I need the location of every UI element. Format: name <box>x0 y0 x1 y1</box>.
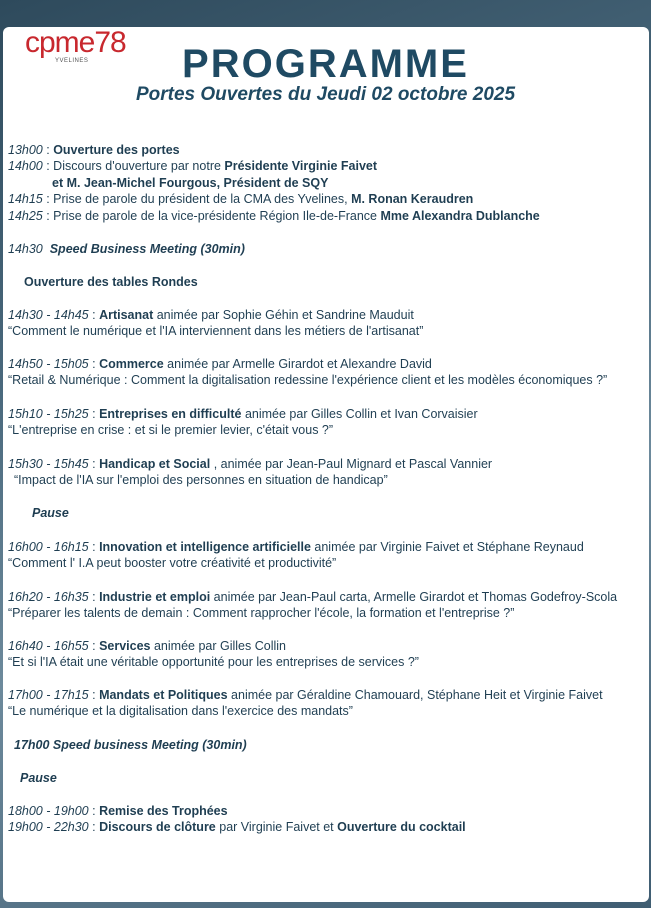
schedule-line: 16h00 - 16h15 : Innovation et intelligence artificielle animée par Virginie Faivet et Stéphane Reynaud <box>8 540 584 554</box>
schedule-quote: “Comment le numérique et l'IA interviennent dans les métiers de l'artisanat” <box>8 324 424 338</box>
schedule-line: 13h00 : Ouverture des portes <box>8 143 180 157</box>
page-title: PROGRAMME <box>182 42 469 86</box>
schedule-line: 16h20 - 16h35 : Industrie et emploi animée par Jean-Paul carta, Armelle Girardot et Thomas Godefroy-Scola <box>8 590 618 604</box>
section-heading: Ouverture des tables Rondes <box>24 275 198 289</box>
schedule-quote: “Préparer les talents de demain : Comment rapprocher l'école, la formation et l'entreprise ?” <box>8 606 515 620</box>
logo-number: 78 <box>94 26 126 59</box>
schedule-quote: “Comment l' I.A peut booster votre créativité et productivité” <box>8 556 337 570</box>
schedule-line: 14h00 : Discours d'ouverture par notre Présidente Virginie Faivet <box>8 159 378 173</box>
schedule-line: 17h00 Speed business Meeting (30min) <box>14 738 247 752</box>
schedule-line: 14h25 : Prise de parole de la vice-présidente Région Ile-de-France Mme Alexandra Dublanche <box>8 209 540 223</box>
schedule-quote: “Retail & Numérique : Comment la digitalisation redessine l'expérience client et les modèles économiques ?” <box>8 373 608 387</box>
schedule-line: 16h40 - 16h55 : Services animée par Gilles Collin <box>8 639 286 653</box>
schedule-line: 15h10 - 15h25 : Entreprises en difficulté animée par Gilles Collin et Ivan Corvaisier <box>8 407 478 421</box>
schedule-line: 18h00 - 19h00 : Remise des Trophées <box>8 804 228 818</box>
schedule-line: 14h50 - 15h05 : Commerce animée par Armelle Girardot et Alexandre David <box>8 357 432 371</box>
schedule-line: 14h30 Speed Business Meeting (30min) <box>8 242 245 256</box>
schedule-line: 17h00 - 17h15 : Mandats et Politiques animée par Géraldine Chamouard, Stéphane Heit et Virginie Faivet <box>8 688 603 702</box>
page-subtitle: Portes Ouvertes du Jeudi 02 octobre 2025 <box>135 84 516 105</box>
schedule-quote: “Impact de l'IA sur l'emploi des personnes en situation de handicap” <box>14 473 388 487</box>
pause-label: Pause <box>20 771 57 785</box>
schedule-quote: “L'entreprise en crise : et si le premier levier, c'était vous ?” <box>8 423 334 437</box>
schedule-line: 15h30 - 15h45 : Handicap et Social , animée par Jean-Paul Mignard et Pascal Vannier <box>8 457 493 471</box>
logo-text: cpme <box>25 26 95 59</box>
schedule-quote: “Le numérique et la digitalisation dans l'exercice des mandats” <box>8 704 353 718</box>
schedule-quote: “Et si l'IA était une véritable opportunité pour les entreprises de services ?” <box>8 655 419 669</box>
pause-label: Pause <box>32 506 69 520</box>
schedule-line: 14h30 - 14h45 : Artisanat animée par Sophie Géhin et Sandrine Mauduit <box>8 308 414 322</box>
schedule-line: 19h00 - 22h30 : Discours de clôture par Virginie Faivet et Ouverture du cocktail <box>8 820 466 834</box>
logo-sub: YVELINES <box>55 58 89 64</box>
schedule-line: 14h15 : Prise de parole du président de la CMA des Yvelines, M. Ronan Keraudren <box>8 192 474 206</box>
schedule-line: et M. Jean-Michel Fourgous, Président de SQY <box>52 176 329 190</box>
